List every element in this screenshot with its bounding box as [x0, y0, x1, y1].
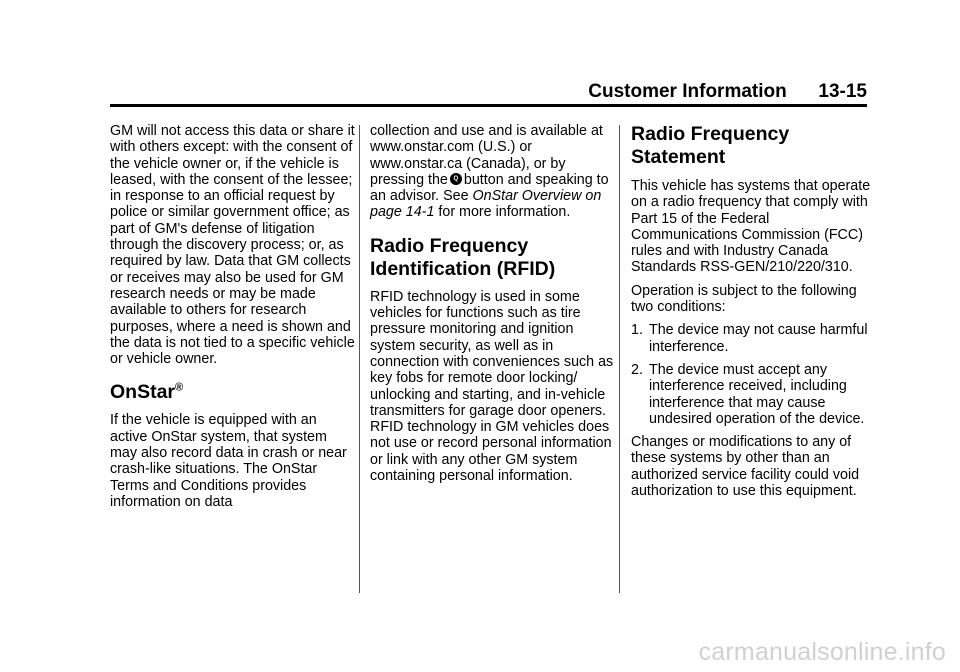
rfid-heading: Radio Frequency Identification (RFID) [370, 234, 556, 280]
onstar-text-b: button and speaking to an advisor. See [370, 171, 609, 205]
page-title: Customer Information 13-15 [588, 81, 867, 102]
onstar-heading [110, 381, 355, 404]
condition-text: The device must accept any interference received, including interference that may cause undesired operation of the device. [649, 361, 865, 427]
fcc-paragraph: This vehicle has systems that operate on a radio frequency that comply with Part 15 of the Federal Communications Commission (FCC) rules and with Industry Canada Standards RSS-GEN/210/220/310. [631, 178, 871, 276]
onstar-text-a: collection and use and is available at www.onstar.com (U.S.) or www.onstar.ca (Canada), or by pressing the [370, 123, 603, 188]
data-access-paragraph: GM will not access this data or share it with others except: with the consent of the vehicle owner or, if the vehicle is leased, with the consent of the lessee; in response to an official request by police or similar government office; as part of GM's defense of litigation through the discovery process; or, as required by law. Data that GM collects or receives may also be used for GM research needs or may be made available to others for research purposes, where a need is shown and the data is not tied to a specific vehicle or vehicle owner. [110, 123, 355, 368]
onstar-continued-paragraph [370, 123, 615, 221]
onstar-button-icon: Q [450, 173, 462, 185]
registered-mark: ® [175, 381, 184, 394]
onstar-paragraph: If the vehicle is equipped with an active OnStar system, that system may also record data in crash or near crash-like situations. The OnStar Terms and Conditions provides information on data [110, 412, 347, 510]
column-2 [370, 123, 615, 491]
watermark: carmanualsonline.info [698, 638, 946, 666]
condition-item-1 [631, 322, 871, 355]
onstar-overview-reference[interactable]: OnStar Overview on page 14-1 [370, 188, 602, 221]
header-rule [110, 104, 867, 107]
condition-item-2 [631, 362, 871, 427]
column-divider-2 [619, 125, 620, 593]
onstar-heading-text: OnStar [110, 381, 176, 404]
column-1 [110, 123, 355, 517]
condition-number: 1. [631, 322, 643, 339]
rfid-paragraph: RFID technology is used in some vehicles for functions such as tire pressure monitoring and ignition system security, as well as in connection with conveniences such as key fobs for remote door locking/ unlocking and starting, and in-vehicle transmitters for garage door openers. RFID technology in GM vehicles does not use or record personal information or link with any other GM system containing personal information. [370, 288, 614, 485]
condition-text: The device may not cause harmful interference. [649, 322, 868, 355]
column-divider-1 [359, 125, 360, 593]
conditions-intro: Operation is subject to the following two conditions: [631, 282, 857, 316]
condition-number: 2. [631, 361, 643, 378]
page-header [110, 80, 867, 108]
radio-frequency-heading: Radio Frequency Statement [631, 123, 790, 168]
modifications-paragraph: Changes or modifications to any of these systems by other than an authorized service facility could void authorization to use this equipment. [631, 434, 860, 500]
column-3 [631, 123, 871, 506]
onstar-text-c: for more information. [438, 204, 571, 221]
